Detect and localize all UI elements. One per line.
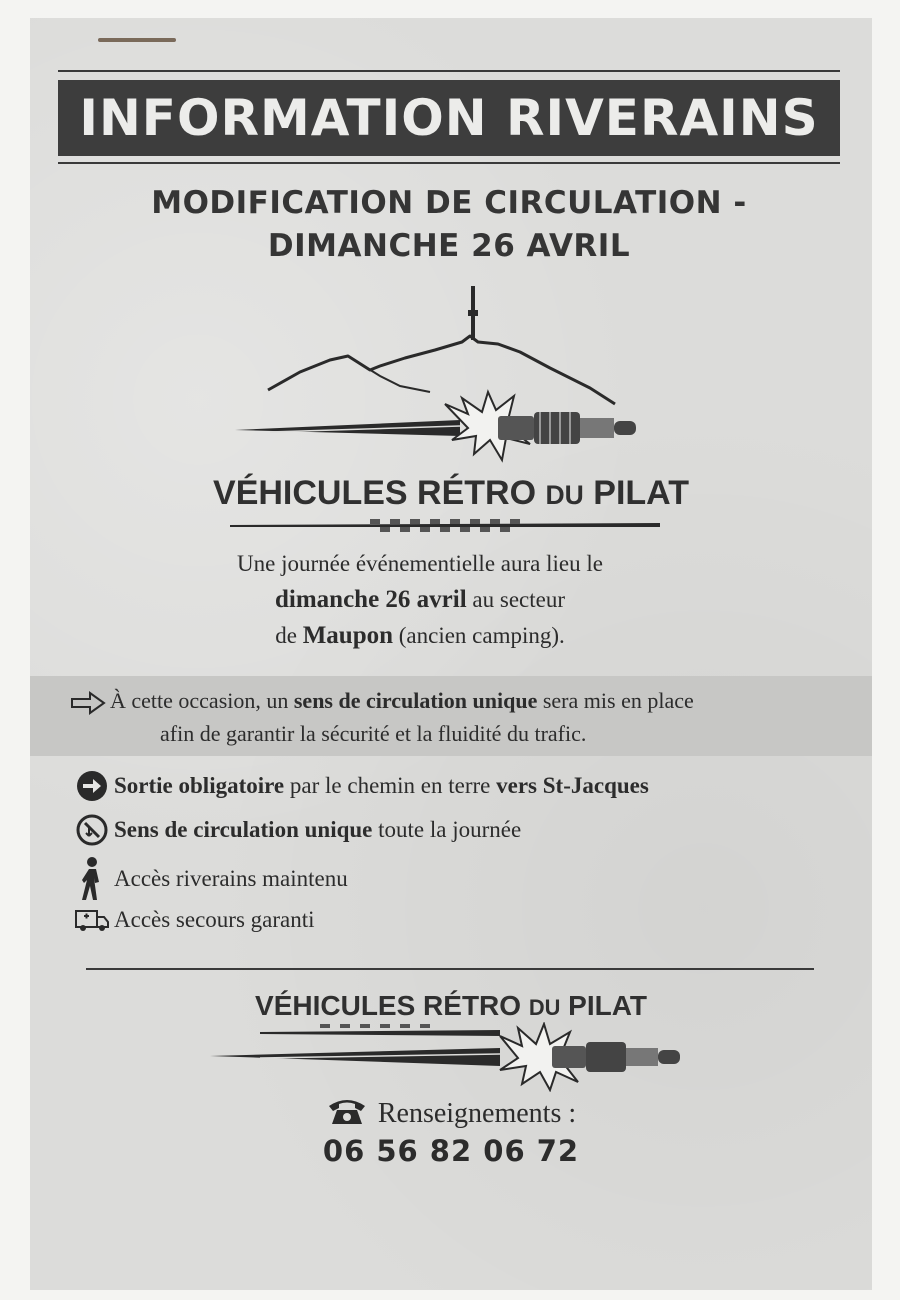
banner-title: INFORMATION RIVERAINS: [79, 89, 819, 147]
item-plain: toute la journée: [372, 817, 522, 842]
item-plain: par le chemin en terre: [284, 773, 497, 798]
item-text: [114, 866, 348, 892]
info-line: [30, 1096, 872, 1130]
list-item: [74, 814, 521, 846]
item-bold: vers St-Jacques: [496, 773, 649, 798]
footer-brand-title: [30, 990, 872, 1022]
notice-bold: sens de circulation unique: [293, 688, 538, 713]
banner-bottom-rule: [58, 162, 840, 164]
notice-text: [70, 684, 860, 750]
mountain-sparkplug-logo: [230, 280, 650, 470]
list-item: [74, 856, 348, 902]
intro-date: dimanche 26 avril: [274, 586, 467, 613]
subtitle-line-1: MODIFICATION DE CIRCULATION -: [151, 185, 747, 221]
notice-pre: À cette occasion, un: [110, 688, 294, 713]
intro-line-3-rest: (ancien camping).: [393, 623, 565, 648]
brand-title: [30, 474, 872, 513]
list-item: [74, 770, 649, 802]
item-bold: Sortie obligatoire: [114, 773, 285, 798]
checkered-underline: [230, 516, 660, 532]
item-plain: Accès secours garanti: [114, 907, 315, 932]
footer-brand-end: PILAT: [568, 990, 647, 1021]
title-banner: [58, 80, 840, 156]
item-text: [114, 817, 521, 843]
top-rule: [58, 70, 840, 72]
list-item: [74, 904, 315, 936]
arrow-right-circle-icon: [74, 770, 110, 802]
brand-end: PILAT: [593, 474, 689, 512]
info-label: Renseignements :: [377, 1098, 577, 1129]
sparkplug-logo: [200, 1022, 700, 1092]
phone-number: 06 56 82 06 72: [322, 1134, 580, 1168]
notice-line-1: [70, 684, 860, 717]
notice-line-2: afin de garantir la sécurité et la fluidité du trafic.: [160, 721, 587, 746]
brand-main: VÉHICULES RÉTRO: [213, 474, 537, 512]
item-bold: Sens de circulation unique: [114, 817, 373, 842]
pedestrian-icon: [74, 856, 110, 902]
no-entry-circle-icon: [74, 814, 110, 846]
subtitle-line-2: DIMANCHE 26 AVRIL: [267, 228, 631, 264]
intro-line-2: [120, 582, 720, 618]
ambulance-icon: [74, 904, 110, 936]
section-divider: [86, 968, 814, 970]
outline-arrow-icon: [70, 691, 106, 715]
telephone-icon: [326, 1096, 368, 1126]
item-text: [114, 907, 315, 933]
notice-post: sera mis en place: [537, 688, 694, 713]
intro-line-2-rest: au secteur: [466, 587, 565, 612]
intro-line-3-pre: de: [275, 623, 303, 648]
item-text: [114, 773, 649, 799]
footer-brand-small: DU: [528, 995, 561, 1020]
intro-line-1: Une journée événementielle aura lieu le: [237, 551, 603, 576]
intro-place: Maupon: [302, 622, 393, 649]
item-plain: Accès riverains maintenu: [114, 866, 348, 891]
staple: [98, 38, 176, 42]
intro-line-3: [120, 618, 720, 654]
brand-small: DU: [545, 480, 584, 510]
footer-brand-main: VÉHICULES RÉTRO: [255, 990, 522, 1021]
intro-paragraph: [120, 546, 720, 654]
